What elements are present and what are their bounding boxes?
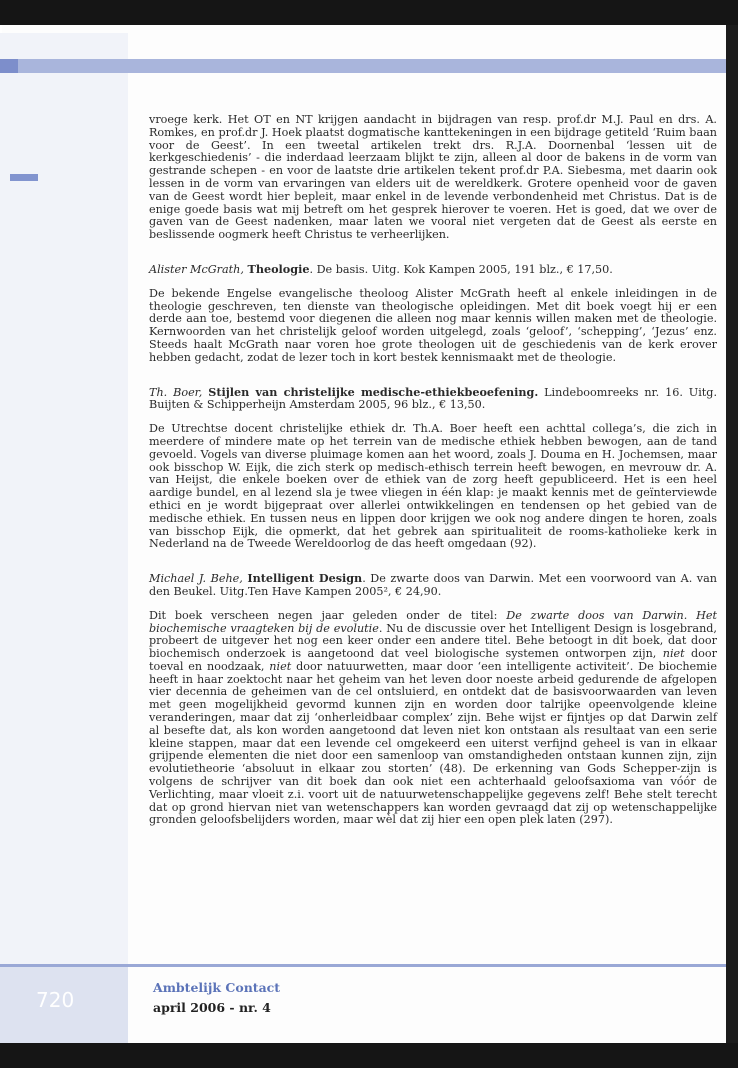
review-author: Th. Boer,: [149, 385, 203, 399]
review-title: Theologie: [247, 261, 310, 276]
magazine-title: Ambtelijk Contact: [153, 980, 281, 995]
review-cited-title: De zwarte doos van Darwin. Het biochemische vraagteken bij de evolutie: [149, 608, 718, 635]
review-emphasis: niet: [662, 647, 685, 661]
review-text: Dit boek verscheen negen jaar geleden onder de titel:: [149, 608, 507, 622]
review-details: Lindeboomreeks nr. 16. Uitg. Buijten & Schipperheijn Amsterdam 2005, 96 blz., € 13,50.: [149, 385, 717, 412]
review-heading-1: [149, 263, 717, 277]
left-margin-band: [0, 33, 128, 1043]
review-text: . Nu de discussie over het Intelligent Design is losgebrand, probeert de uitgever het nog een keer onder een andere titel. Behe betoogt in dit boek, dat door biochemisch onderzoek is aangetoond dat veel biologische systemen ontworpen zijn,: [149, 621, 717, 661]
review-text: door natuurwetten, maar door ‘een intelligente activiteit’. De biochemie heeft in haar zoektocht naar het geheim van het leven door noeste arbeid gedurende de afgelopen vier decennia de geheimen van de cel ontsluierd, en ontdekt dat de basisvoorwaarden van leven met geen mogelijkheid gevormd kunnen zijn en worden door talrijke opeenvolgende kleine veranderingen, maar dat zij ‘onherleidbaar complex’ zijn. Behe wijst er fijntjes op dat Darwin zelf al besefte dat, als kon worden aangetoond dat leven niet kon ontstaan als resultaat van een serie kleine stappen, maar dat een levende cel omgekeerd een uiterst verfijnd geheel is van in elkaar grijpende elementen die niet door een samenloop van omstandigheden ontstaan kunnen zijn, zijn evolutietheorie ‘absoluut in elkaar zou storten’ (48). De erkenning van Gods Schepper-zijn is volgens de schrijver van dit boek dan ook niet een achterhaald geloofsaxioma van vóór de Verlichting, maar vloeit z.i. voort uit de natuurwetenschappelijke gegevens zelf! Behe stelt terecht dat op grond hiervan niet van wetenschappers kan worden gevraagd dat zij op wetenschappelijke gronden geloofsbelijders worden, maar wèl dat zij hier een open plek laten (297).: [149, 659, 717, 827]
review-author: Michael J. Behe,: [149, 572, 243, 586]
scan-border-right: [726, 25, 738, 1043]
scan-border-bottom: [0, 1043, 738, 1068]
intro-paragraph: vroege kerk. Het OT en NT krijgen aandacht in bijdragen van resp. prof.dr M.J. Paul en drs. A. Romkes, en prof.dr J. Hoek plaatst dogmatische kanttekeningen in een bijdrage getiteld ‘Ruim baan voor de Geest’. In een tweetal artikelen trekt drs. R.J.A. Doornenbal ‘lessen uit de kerkgeschiedenis’ - die inderdaad leerzaam blijkt te zijn, alleen al door de bakens in de vorm van gestrande schepen - en voor de laatste drie artikelen tekent prof.dr P.A. Siebesma, met daarin ook lessen in de vorm van ervaringen van elders uit de wereldkerk. Grotere openheid voor de gaven van de Geest wordt hier bepleit, maar enkel in de levende verbondenheid met Christus. Dat is de enige goede basis wat mij betreft om het gesprek hierover te voeren. Het is goed, dat we over de gaven van de Geest nadenken, maar laten we vooral niet vergeten dat de Geest als eerste en beslissende oogmerk heeft Christus te verheerlijken.: [149, 113, 717, 242]
review-text: door toeval en noodzaak,: [149, 647, 717, 673]
review-author: Alister McGrath,: [149, 262, 244, 276]
article-body: [149, 114, 717, 827]
page-number: 720: [36, 988, 75, 1012]
section-marker: [10, 174, 38, 181]
review-emphasis: niet: [269, 659, 292, 673]
review-heading-3: [149, 572, 717, 599]
review-body-1: De bekende Engelse evangelische theoloog Alister McGrath heeft al enkele inleidingen in de theologie geschreven, ten dienste van theologische opleidingen. Met dit boek voegt hij er een derde aan toe, bestemd voor diegenen die alleen nog maar kennis willen maken met de theologie. Kernwoorden van het christelijk geloof worden uitgelegd, zoals ‘geloof’, ‘schepping’, ‘Jezus’ enz. Steeds haalt McGrath naar voren hoe grote theologen uit de geschiedenis van de kerk erover hebben gedacht, zodat de lezer toch in kort bestek kennismaakt met de theologie.: [149, 286, 717, 364]
review-title: Intelligent Design: [247, 571, 363, 586]
header-accent-tab: [0, 59, 18, 73]
header-accent-bar: [0, 59, 726, 73]
review-heading-2: [149, 386, 717, 413]
issue-label: april 2006 - nr. 4: [153, 1000, 271, 1015]
review-body-3: [149, 610, 717, 828]
review-body-2: De Utrechtse docent christelijke ethiek dr. Th.A. Boer heeft een achttal collega’s, die zich in meerdere of mindere mate op het terrein van de medische ethiek hebben bewogen, aan de tand gevoeld. Vogels van diverse pluimage komen aan het woord, zoals J. Douma en H. Jochemsen, maar ook bisschop W. Eijk, die zich sterk op medisch-ethisch terrein heeft bewogen, en mevrouw dr. A. van Heijst, die enkele boeken over de ethiek van de zorg heeft gepubliceerd. Het is een heel aardige bundel, en al lezend sla je twee vliegen in één klap: je maakt kennis met de geïnterviewde ethici en je wordt bijgepraat over allerlei ontwikkelingen en tendensen op het gebied van de medische ethiek. En tussen neus en lippen door krijgen we ook nog andere dingen te horen, zoals van bisschop Eijk, die opmerkt, dat het gebrek aan spiritualiteit de rooms-katholieke kerk in Nederland na de Tweede Wereldoorlog de das heeft omgedaan (92).: [149, 422, 717, 551]
review-title: Stijlen van christelijke medische-ethiekbeoefening.: [208, 384, 539, 399]
review-details: . De zwarte doos van Darwin. Met een voorwoord van A. van den Beukel. Uitg.Ten Have Kampen 2005², € 24,90.: [149, 572, 717, 598]
review-details: . De basis. Uitg. Kok Kampen 2005, 191 blz., € 17,50.: [309, 262, 613, 276]
scan-border-top: [0, 0, 738, 25]
